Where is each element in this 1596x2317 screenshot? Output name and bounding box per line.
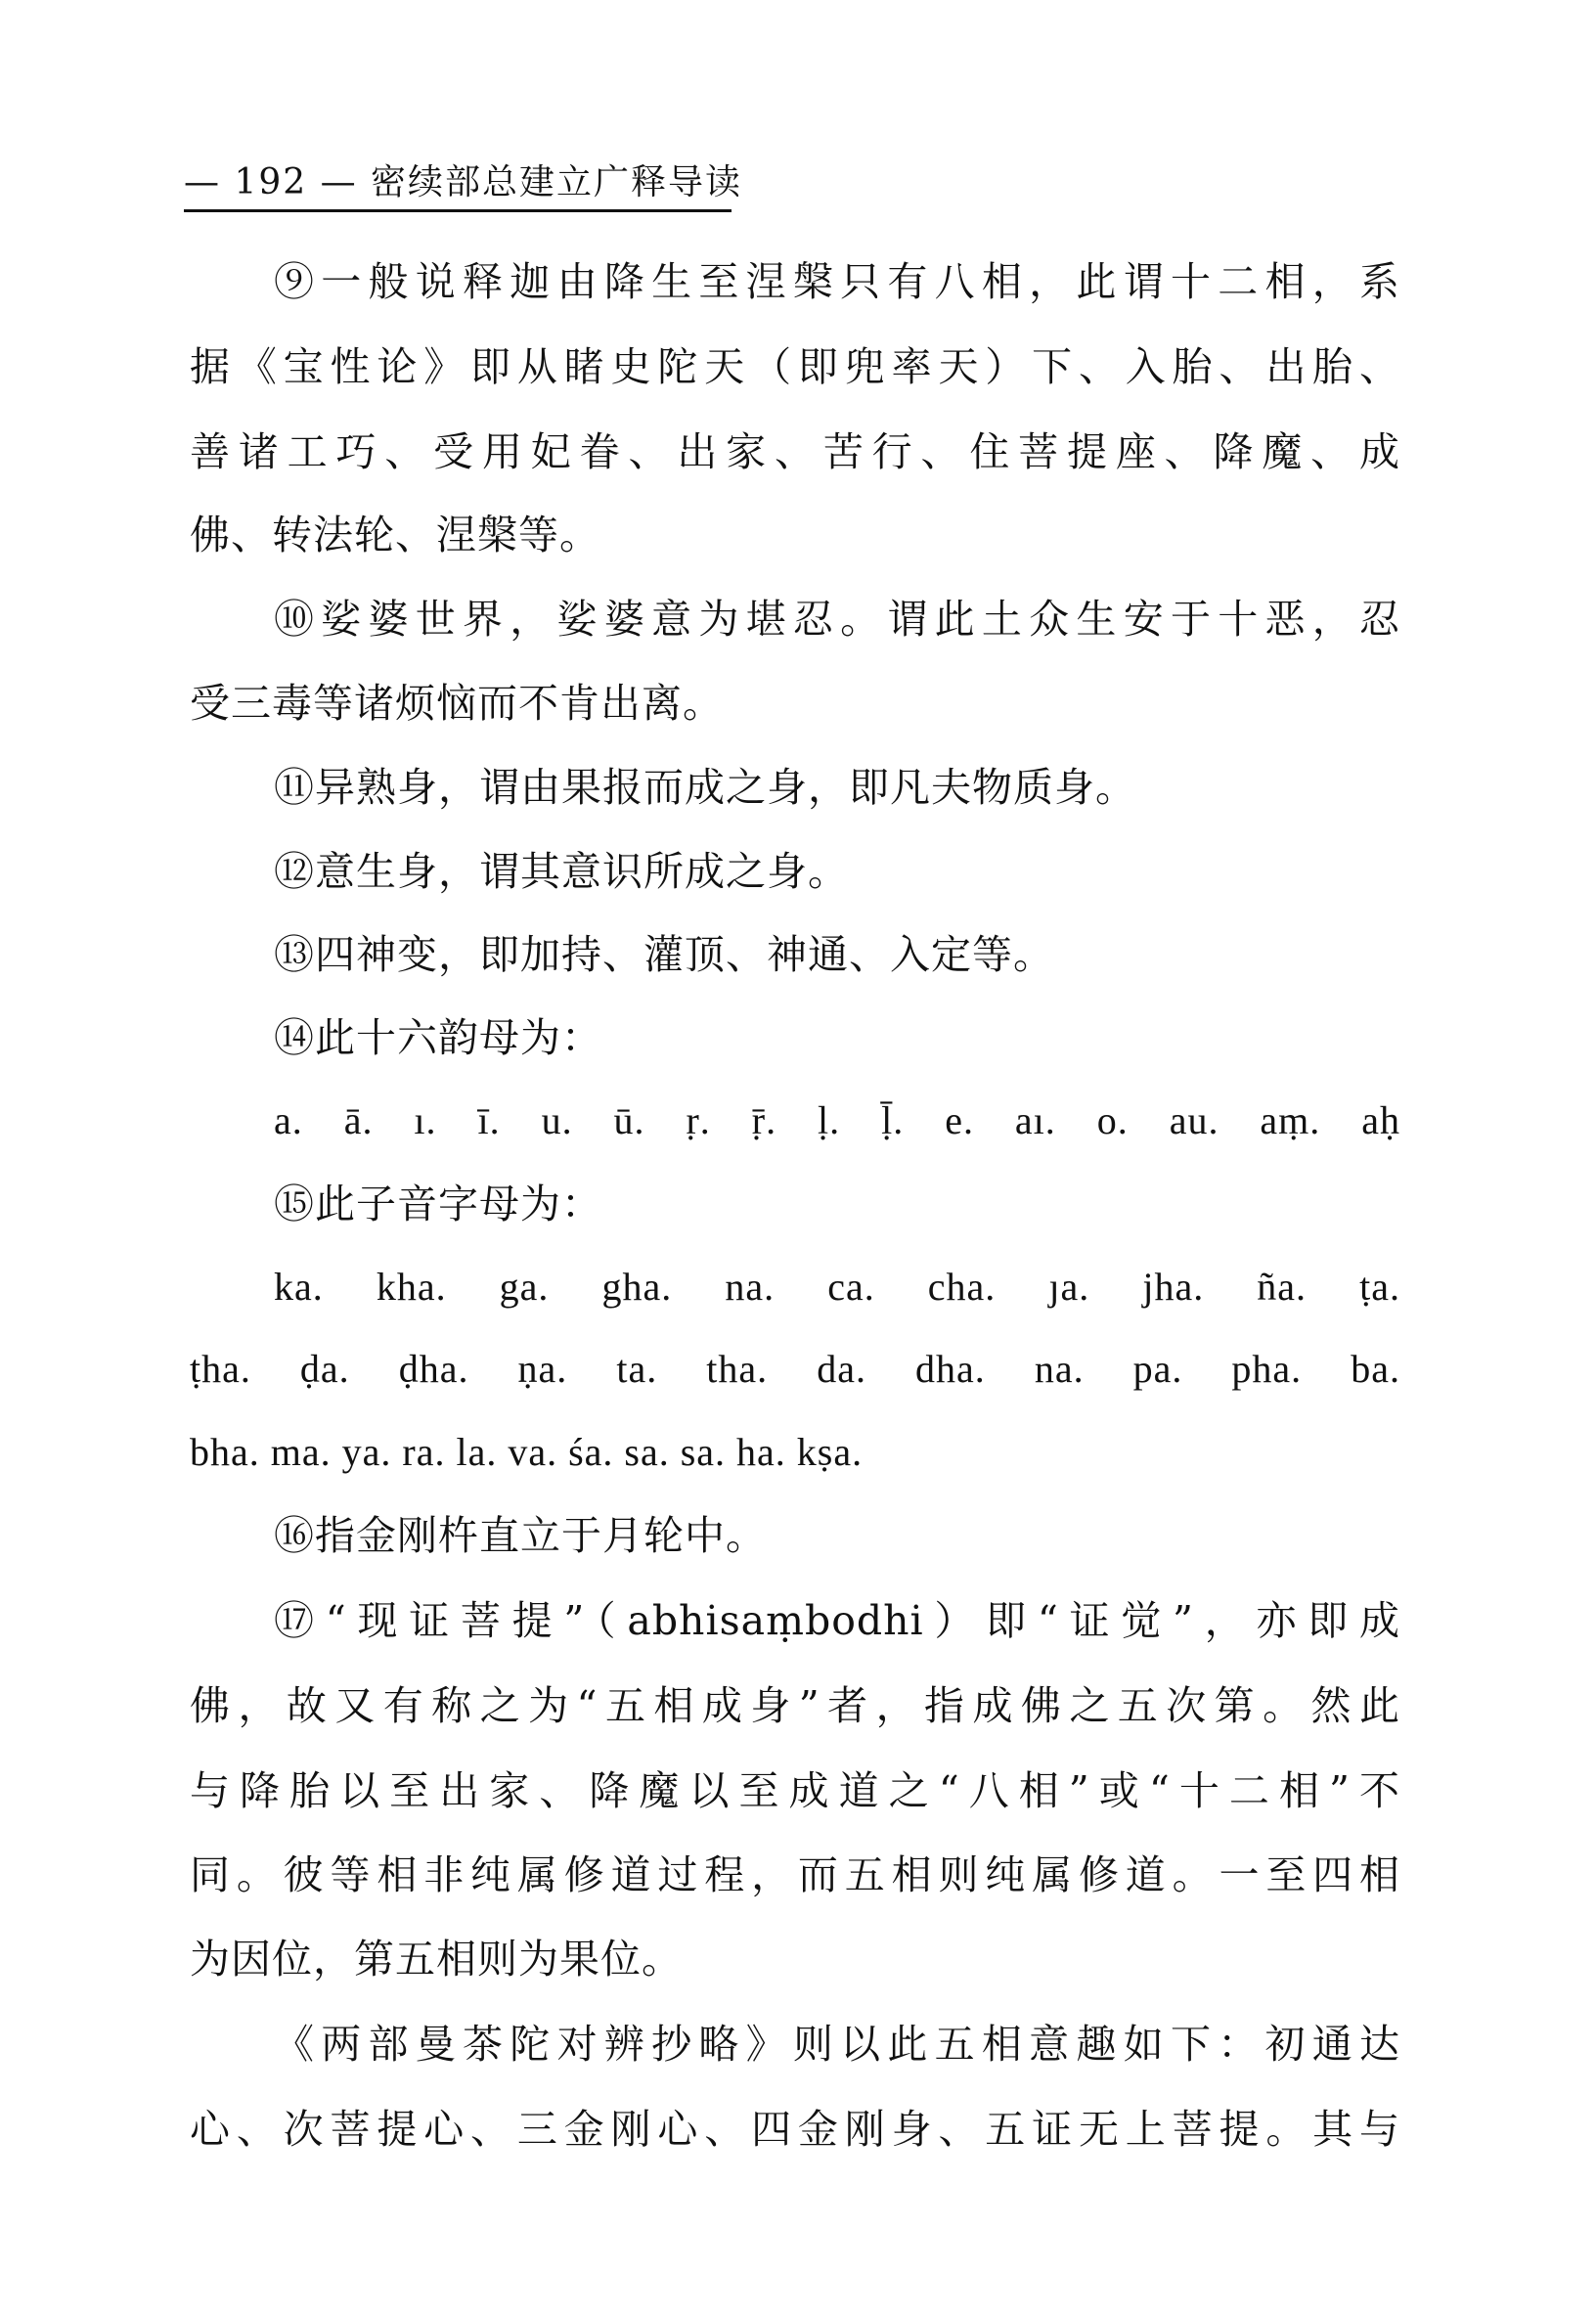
consonant-list-line: bha. ma. ya. ra. la. va. śa. sa. sa. ha. kṣa. xyxy=(190,1430,864,1474)
text-line: ⑭此十六韵母为： xyxy=(274,1014,602,1061)
header-rule xyxy=(184,209,732,212)
text-line: 为因位，第五相则为果位。 xyxy=(190,1936,683,1983)
text-line: 据《宝性论》即从睹史陀天（即兜率天）下、入胎、出胎、 xyxy=(190,343,1400,390)
text-line: ⑮此子音字母为： xyxy=(274,1181,602,1227)
text-line: ⑩娑婆世界，娑婆意为堪忍。谓此土众生安于十恶，忍 xyxy=(274,596,1400,643)
text-line: 佛，故又有称之为“五相成身”者，指成佛之五次第。然此 xyxy=(190,1682,1400,1729)
text-line: 佛、转法轮、涅槃等。 xyxy=(190,512,600,558)
text-line: ⑫意生身，谓其意识所成之身。 xyxy=(274,848,849,895)
consonant-list-line: ka. kha. ga. gha. na. ca. cha. ȷa. jha. ña. ṭa. xyxy=(274,1265,1400,1309)
text-line: 与降胎以至出家、降魔以至成道之“八相”或“十二相”不 xyxy=(190,1767,1400,1814)
text-line: ⑯指金刚杵直立于月轮中。 xyxy=(274,1512,767,1559)
consonant-list-line: ṭha. ḍa. ḍha. ṇa. ta. tha. da. dha. na. pa. pha. ba. xyxy=(190,1347,1400,1391)
text-line: ⑰“现证菩提”（abhisaṃbodhi）即“证觉”，亦即成 xyxy=(274,1597,1400,1644)
text-line: ⑪异熟身，谓由果报而成之身，即凡夫物质身。 xyxy=(274,764,1136,811)
text-line: 心、次菩提心、三金刚心、四金刚身、五证无上菩提。其与 xyxy=(190,2106,1400,2153)
text-line: 受三毒等诸烦恼而不肯出离。 xyxy=(190,680,724,727)
text-line: 《两部曼茶陀对辨抄略》则以此五相意趣如下：初通达 xyxy=(274,2021,1400,2068)
running-header: — 192 — 密续部总建立广释导读 xyxy=(184,162,743,202)
text-line: 同。彼等相非纯属修道过程，而五相则纯属修道。一至四相 xyxy=(190,1851,1400,1898)
text-line: ⑬四神变，即加持、灌顶、神通、入定等。 xyxy=(274,931,1054,978)
text-line: ⑨一般说释迦由降生至涅槃只有八相，此谓十二相，系 xyxy=(274,258,1400,305)
text-line: 善诸工巧、受用妃眷、出家、苦行、住菩提座、降魔、成 xyxy=(190,428,1400,475)
vowel-list-line: a. ā. ı. ī. u. ū. ṛ. ṝ. ḷ. ḹ. e. aı. o. au. aṃ. aḥ xyxy=(274,1098,1400,1142)
